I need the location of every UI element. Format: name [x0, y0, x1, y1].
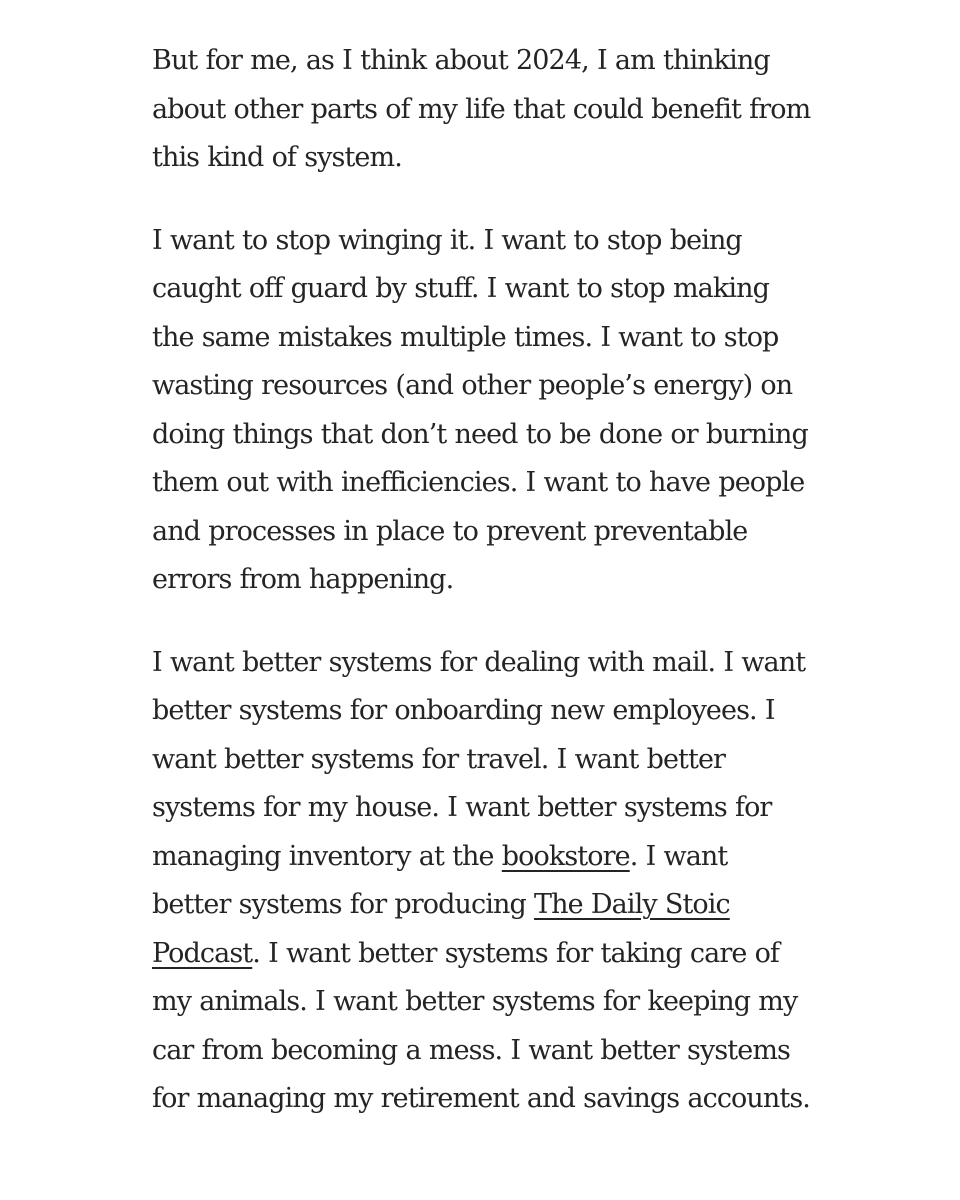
paragraph-text-segment: I want better systems for dealing with mail. I want better systems for onboarding new employees. I want better systems for travel. I want better systems for my house. I want better systems for managing inventory at the: [152, 646, 806, 872]
paragraph-text-segment: . I want better systems for taking care of my animals. I want better systems for keeping my car from becoming a mess. I want better systems for managing my retirement and savings accounts.: [152, 937, 810, 1114]
daily-stoic-podcast-link[interactable]: The Daily Stoic Podcast: [152, 889, 730, 969]
paragraph-better-systems: [152, 639, 812, 1124]
paragraph-stop-winging-it: I want to stop winging it. I want to stop being caught off guard by stuff. I want to stop making the same mistakes multiple times. I want to stop wasting resources (and other people’s energy) on doing things that don’t need to be done or burning them out with inefficiencies. I want to have people and processes in place to prevent preventable errors from happening.: [152, 224, 808, 595]
paragraph-intro: But for me, as I think about 2024, I am thinking about other parts of my life that could benefit from this kind of system.: [152, 45, 811, 173]
article-body: [152, 37, 812, 1124]
paragraph-text-segment: . I want better systems for producing: [152, 840, 728, 920]
bookstore-link[interactable]: bookstore: [501, 840, 630, 872]
